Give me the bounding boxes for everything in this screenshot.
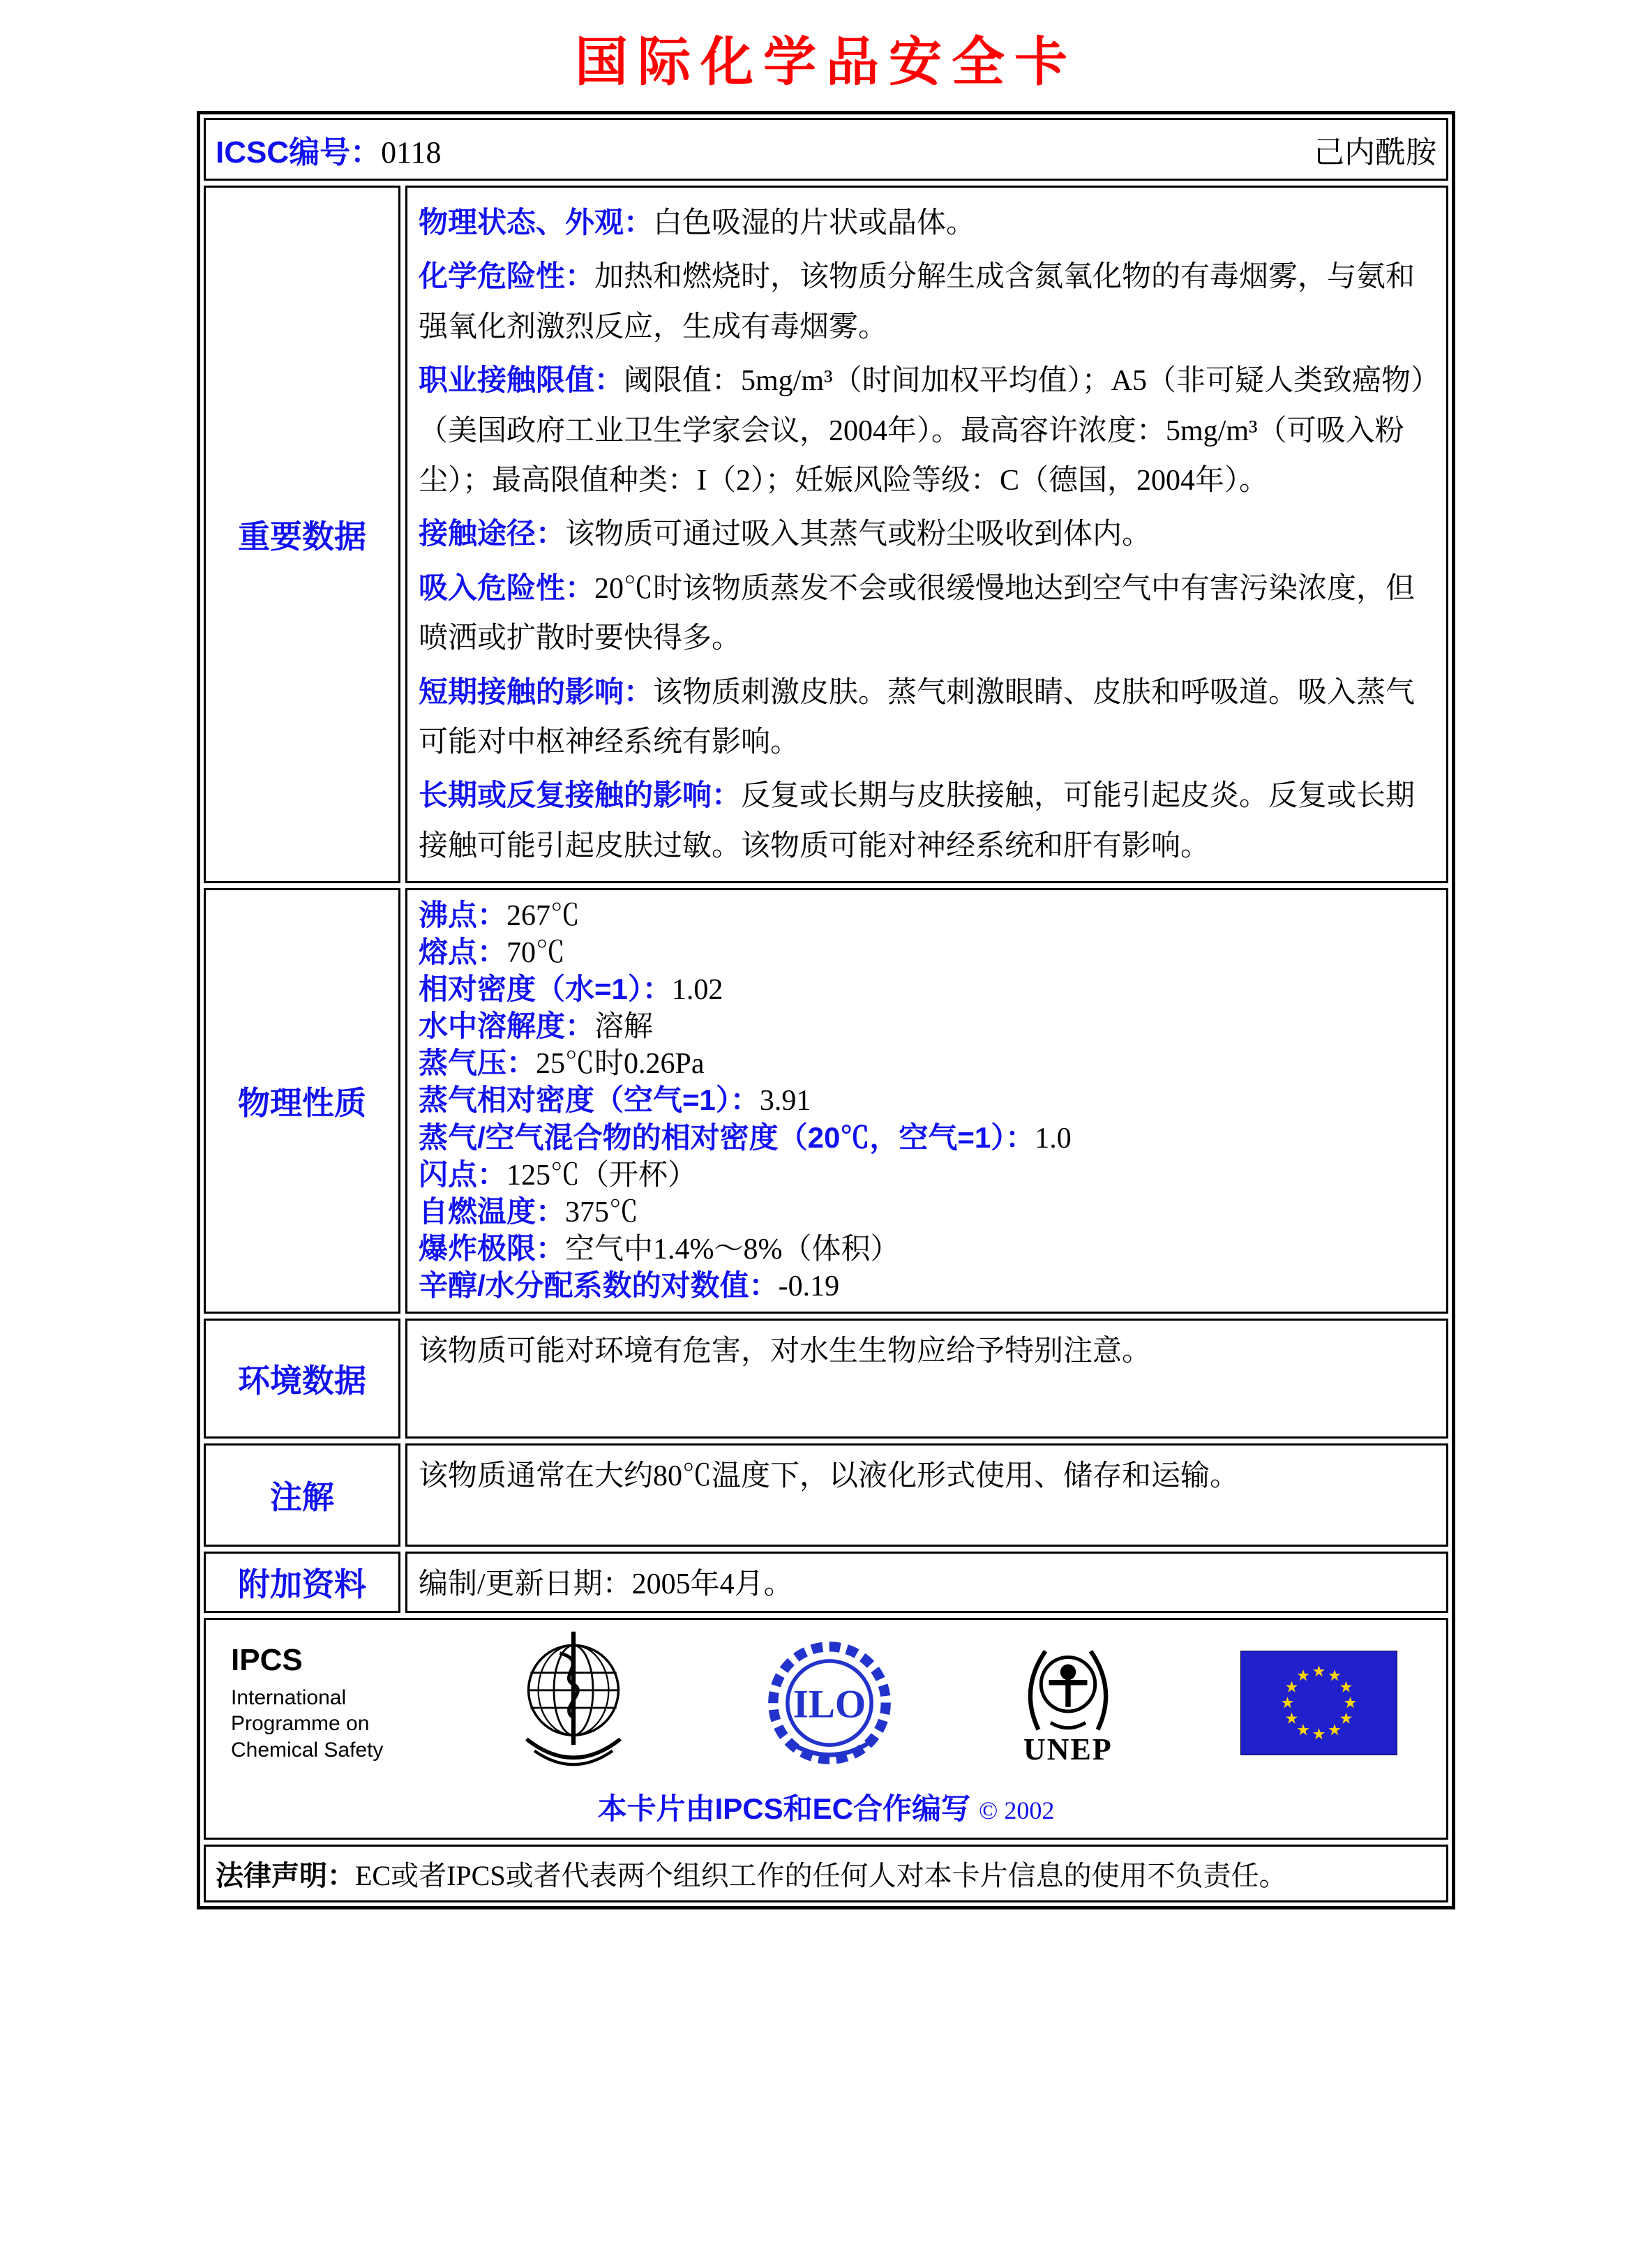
physical-property	[419, 897, 1435, 934]
ipcs-subtitle-line: International	[231, 1686, 347, 1709]
important-item-label: 长期或反复接触的影响：	[419, 779, 742, 812]
footer-caption-text: 本卡片由IPCS和EC合作编写	[597, 1792, 970, 1825]
physical-property-value: 1.0	[1035, 1122, 1072, 1155]
physical-property-label: 自燃温度：	[419, 1194, 566, 1228]
icsc-card	[197, 111, 1455, 1909]
physical-property	[419, 971, 1435, 1008]
important-item	[419, 667, 1435, 768]
important-data-row	[204, 186, 1448, 883]
important-item-text: 反复或长期与皮肤接触，可能引起皮炎。反复或长期接触可能引起皮肤过敏。该物质可能对神经系统和肝有影响。	[419, 780, 1416, 862]
ipcs-subtitle-line: Programme on	[231, 1712, 370, 1736]
section-label-environmental-data: 环境数据	[204, 1319, 400, 1439]
page	[0, 20, 1652, 1909]
unep-logo-icon	[1016, 1638, 1120, 1767]
physical-property	[419, 1082, 1435, 1119]
physical-property-label: 爆炸极限：	[419, 1231, 566, 1265]
physical-property-value: 溶解	[594, 1011, 654, 1044]
legal-row	[204, 1845, 1448, 1902]
physical-property	[419, 1045, 1435, 1082]
section-label-physical-properties: 物理性质	[204, 888, 400, 1314]
ipcs-title: IPCS	[231, 1642, 303, 1677]
section-label-important-data: 重要数据	[204, 186, 400, 883]
icsc-number-group	[216, 127, 442, 172]
section-label-notes: 注解	[204, 1443, 400, 1547]
important-item-label: 化学危险性：	[419, 260, 595, 293]
physical-property-label: 蒸气/空气混合物的相对密度（20℃，空气=1）：	[419, 1120, 1035, 1154]
header-row	[204, 118, 1448, 181]
important-item	[419, 509, 1435, 560]
ipcs-subtitle-line: Chemical Safety	[231, 1738, 384, 1762]
physical-property	[419, 1008, 1435, 1045]
physical-property-value: 空气中1.4%～8%（体积）	[565, 1233, 900, 1266]
important-item-label: 短期接触的影响：	[419, 675, 654, 708]
physical-property-value: 375℃	[565, 1196, 639, 1229]
important-item-text: 该物质刺激皮肤。蒸气刺激眼睛、皮肤和呼吸道。吸入蒸气可能对中枢神经系统有影响。	[419, 676, 1416, 758]
important-item-label: 吸入危险性：	[419, 571, 595, 604]
chemical-name: 己内酰胺	[1314, 135, 1436, 170]
physical-property-value: 267℃	[506, 900, 580, 933]
physical-property-label: 辛醇/水分配系数的对数值：	[419, 1268, 779, 1302]
legal-cell	[204, 1845, 1448, 1902]
physical-properties-content	[405, 888, 1448, 1314]
logos-row	[204, 1618, 1448, 1840]
physical-property	[419, 1194, 1435, 1231]
physical-properties-row	[204, 888, 1448, 1314]
important-data-content	[405, 186, 1448, 883]
important-item-label: 接触途径：	[419, 517, 566, 550]
important-item	[419, 563, 1435, 664]
physical-property	[419, 1157, 1435, 1194]
important-item-text: 该物质可通过吸入其蒸气或粉尘吸收到体内。	[565, 518, 1152, 551]
eu-flag-icon	[1240, 1651, 1397, 1755]
notes-row	[204, 1443, 1448, 1547]
header-cell	[204, 118, 1448, 181]
additional-info-row	[204, 1552, 1448, 1613]
physical-property-label: 沸点：	[419, 899, 507, 932]
physical-property-label: 水中溶解度：	[419, 1009, 595, 1043]
footer-copyright: © 2002	[979, 1796, 1055, 1824]
important-item-text: 阈限值：5mg/m³（时间加权平均值）；A5（非可疑人类致癌物）（美国政府工业卫生学家会议，2004年）。最高容许浓度：5mg/m³（可吸入粉尘）；最高限值种类：I（2）；妊娠风险等级：C（德国，2004年）。	[419, 365, 1425, 497]
physical-property-label: 相对密度（水=1）：	[419, 973, 672, 1006]
physical-property-value: 3.91	[759, 1085, 811, 1118]
ilo-logo-icon	[763, 1637, 896, 1769]
important-item-text: 白色吸湿的片状或晶体。	[653, 207, 976, 239]
important-item-label: 职业接触限值：	[419, 363, 624, 397]
physical-property-label: 熔点：	[419, 936, 507, 969]
physical-property-value: 125℃（开杯）	[506, 1159, 698, 1192]
logo-strip	[227, 1630, 1425, 1776]
physical-property-label: 蒸气压：	[419, 1046, 536, 1080]
icsc-number-label: ICSC编号：	[216, 135, 382, 170]
physical-property	[419, 1231, 1435, 1268]
important-item	[419, 770, 1435, 871]
page-title: 国际化学品安全卡	[575, 33, 1077, 92]
important-item-text: 20℃时该物质蒸发不会或很缓慢地达到空气中有害污染浓度，但喷洒或扩散时要快得多。	[419, 572, 1416, 655]
physical-property-label: 蒸气相对密度（空气=1）：	[419, 1083, 760, 1117]
physical-property	[419, 934, 1435, 971]
important-item	[419, 251, 1435, 352]
section-label-additional-info: 附加资料	[204, 1552, 400, 1613]
legal-label: 法律声明：	[216, 1860, 355, 1891]
logos-cell	[204, 1618, 1448, 1840]
additional-info-content: 编制/更新日期：2005年4月。	[405, 1552, 1448, 1613]
legal-text: EC或者IPCS或者代表两个组织工作的任何人对本卡片信息的使用不负责任。	[355, 1859, 1287, 1891]
who-logo-icon	[504, 1630, 643, 1776]
unep-logo-text: UNEP	[1023, 1732, 1113, 1767]
icsc-number-value: 0118	[381, 135, 442, 170]
physical-property-label: 闪点：	[419, 1157, 507, 1191]
ipcs-text-block	[231, 1643, 383, 1764]
notes-content: 该物质通常在大约80℃温度下，以液化形式使用、储存和运输。	[405, 1443, 1448, 1547]
physical-property	[419, 1268, 1435, 1305]
physical-property-value: 70℃	[506, 937, 566, 970]
physical-property	[419, 1120, 1435, 1157]
environmental-data-content: 该物质可能对环境有危害，对水生生物应给予特别注意。	[405, 1319, 1448, 1439]
footer-caption	[227, 1786, 1425, 1828]
physical-property-value: -0.19	[778, 1270, 840, 1303]
important-item-text: 加热和燃烧时，该物质分解生成含氮氧化物的有毒烟雾，与氨和强氧化剂激烈反应，生成有毒烟雾。	[419, 261, 1416, 343]
physical-property-value: 25℃时0.26Pa	[536, 1048, 705, 1081]
important-item-label: 物理状态、外观：	[419, 206, 654, 239]
physical-property-value: 1.02	[671, 974, 723, 1007]
important-item	[419, 197, 1435, 248]
environmental-data-row	[204, 1319, 1448, 1439]
important-item	[419, 355, 1435, 506]
ilo-logo-text: ILO	[793, 1682, 866, 1727]
